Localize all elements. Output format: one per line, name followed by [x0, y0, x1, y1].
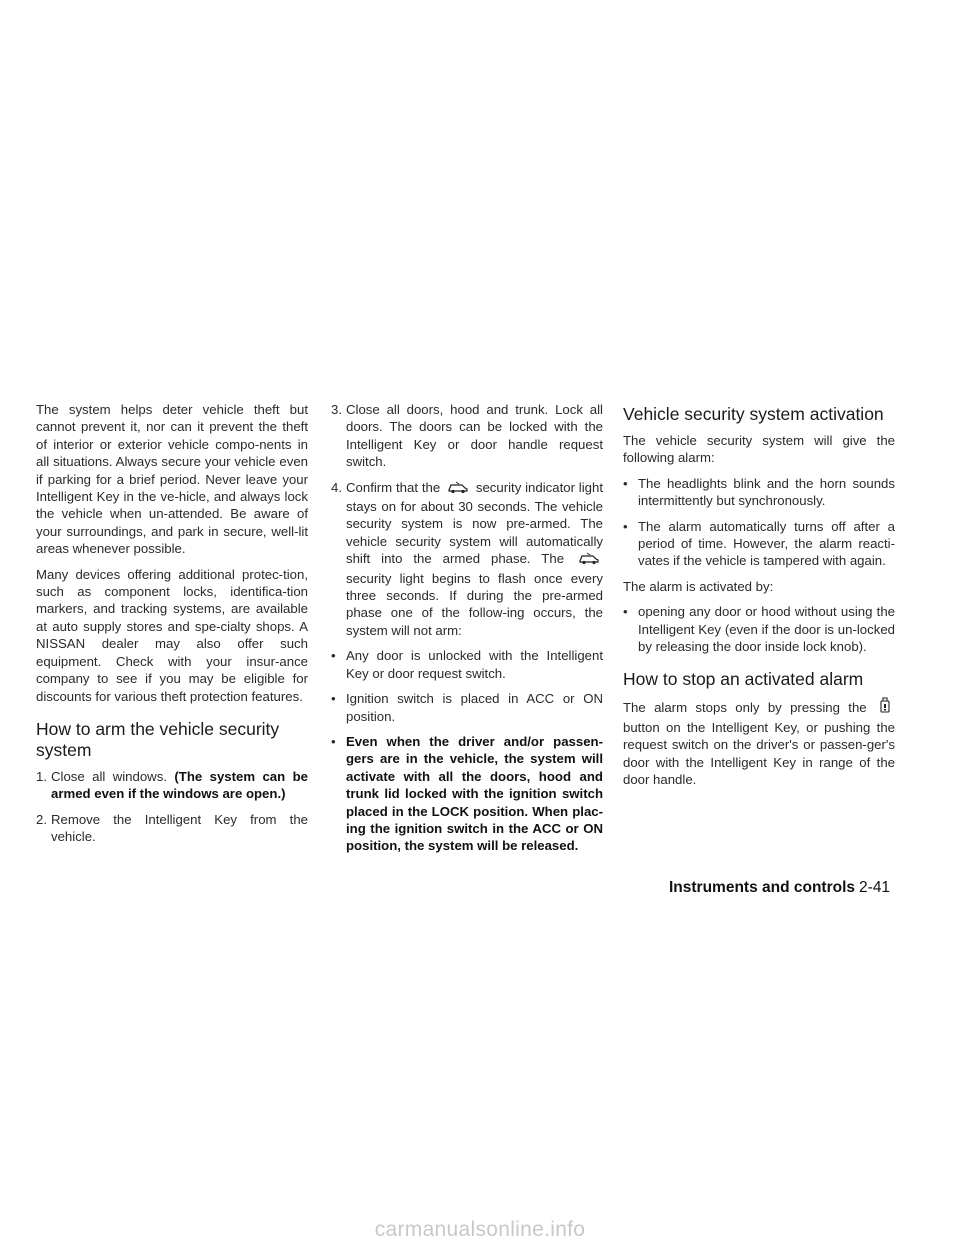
- list-item: [623, 603, 895, 655]
- list-item-text: opening any door or hood without using the Intelligent Key (even if the door is un-locked by releasing the door inside lock knob).: [638, 604, 895, 655]
- step-4: [331, 479, 603, 640]
- step-text: Close all doors, hood and trunk. Lock all doors. The doors can be locked with the Intelligent Key or door handle request switch.: [346, 402, 603, 470]
- list-item-text: The alarm automatically turns off after a period of time. However, the alarm reacti-vates if the vehicle is tampered with again.: [638, 518, 895, 569]
- activated-by-label: The alarm is activated by:: [623, 578, 774, 594]
- step-text: Close all windows.: [51, 768, 167, 784]
- watermark: carmanualsonline.info: [374, 1218, 586, 1241]
- step-number: 2.: [36, 811, 47, 827]
- bullet: •: [331, 691, 336, 707]
- list-item-text: Ignition switch is placed in ACC or ON position.: [346, 691, 603, 724]
- car-security-indicator-icon: [447, 481, 469, 498]
- list-item: [623, 475, 895, 510]
- list-item: [331, 690, 603, 725]
- list-item-text: The headlights blink and the horn sounds intermittently but synchronously.: [638, 475, 895, 509]
- right-column: [623, 401, 895, 797]
- step-number: 3.: [331, 402, 342, 417]
- bullet: •: [623, 475, 628, 491]
- step-bold-note: (The system can be armed even if the windows are open.): [51, 768, 308, 802]
- bold-warning-text: Even when the driver and/or passen-gers are in the vehicle, the system will activate with all the doors, hood and trunk lid locked with the ignition switch placed in the LOCK position. When plac-ing the ignition switch in the ACC or ON position, the system will be released.: [346, 733, 603, 854]
- section-title: Instruments and controls: [669, 879, 856, 896]
- list-item: [331, 647, 603, 682]
- intro-paragraph: The system helps deter vehicle theft but cannot prevent it, nor can it prevent the theft of interior or exterior vehicle compo-nents in all situations. Always secure your vehicle even if parking for a brief period. Never leave your Intelligent Key in the ve-hicle, and always lock the vehicle when un-attended. Be aware of your surroundings, and park in secure, well-lit areas whenever possible.: [36, 402, 308, 557]
- alarm-intro: The vehicle security system will give the following alarm:: [623, 433, 895, 466]
- step-text-c: security light begins to flash once every three seconds. If during the pre-armed phase one of the follow-ing occurs, the system will not arm:: [346, 570, 603, 638]
- stop-alarm-heading: How to stop an activated alarm: [623, 669, 864, 690]
- step-number: 4.: [331, 479, 342, 495]
- bullet: •: [623, 604, 628, 620]
- page-number: 2-41: [859, 879, 891, 896]
- list-item: [331, 733, 603, 855]
- step-3: [331, 401, 603, 471]
- key-fob-panic-icon: [878, 697, 892, 718]
- step-1: [36, 768, 308, 803]
- bullet: •: [623, 518, 628, 534]
- step-text: Remove the Intelligent Key from the vehicle.: [51, 811, 308, 845]
- activation-heading: Vehicle security system activation: [623, 404, 884, 424]
- left-column: [36, 401, 308, 854]
- stop-alarm-paragraph: [623, 697, 895, 788]
- page-footer: [669, 879, 927, 897]
- stop-alarm-text-a: The alarm stops only by pressing the: [623, 700, 867, 716]
- list-item-text: Any door is unlocked with the Intelligent Key or door request switch.: [346, 648, 603, 681]
- step-2: [36, 811, 308, 846]
- bullet: •: [331, 648, 336, 664]
- step-number: 1.: [36, 768, 47, 784]
- car-security-indicator-icon: [578, 552, 600, 569]
- list-item: [623, 518, 895, 570]
- devices-paragraph: Many devices offering additional protec-tion, such as component locks, identifica-tion markers, and tracking systems, are available at auto supply stores and spe-cialty shops. A NISSAN dealer may also offer such equipment. Check with your insur-ance company to see if you may be eligible for discounts for various theft protection features.: [36, 566, 308, 704]
- middle-column: [331, 401, 603, 863]
- arm-system-heading: How to arm the vehicle security system: [36, 718, 280, 760]
- step-text-a: Confirm that the: [346, 479, 441, 495]
- bullet: •: [331, 733, 336, 749]
- stop-alarm-text-b: button on the Intelligent Key, or pushing the request switch on the driver's or passen-ger's door with the Intelligent Key in range of the door handle.: [623, 719, 895, 788]
- step-text-b: security indicator light stays on for about 30 seconds. The vehicle security system is now pre-armed. The vehicle security system will automatically shift into the armed phase. The: [346, 479, 603, 567]
